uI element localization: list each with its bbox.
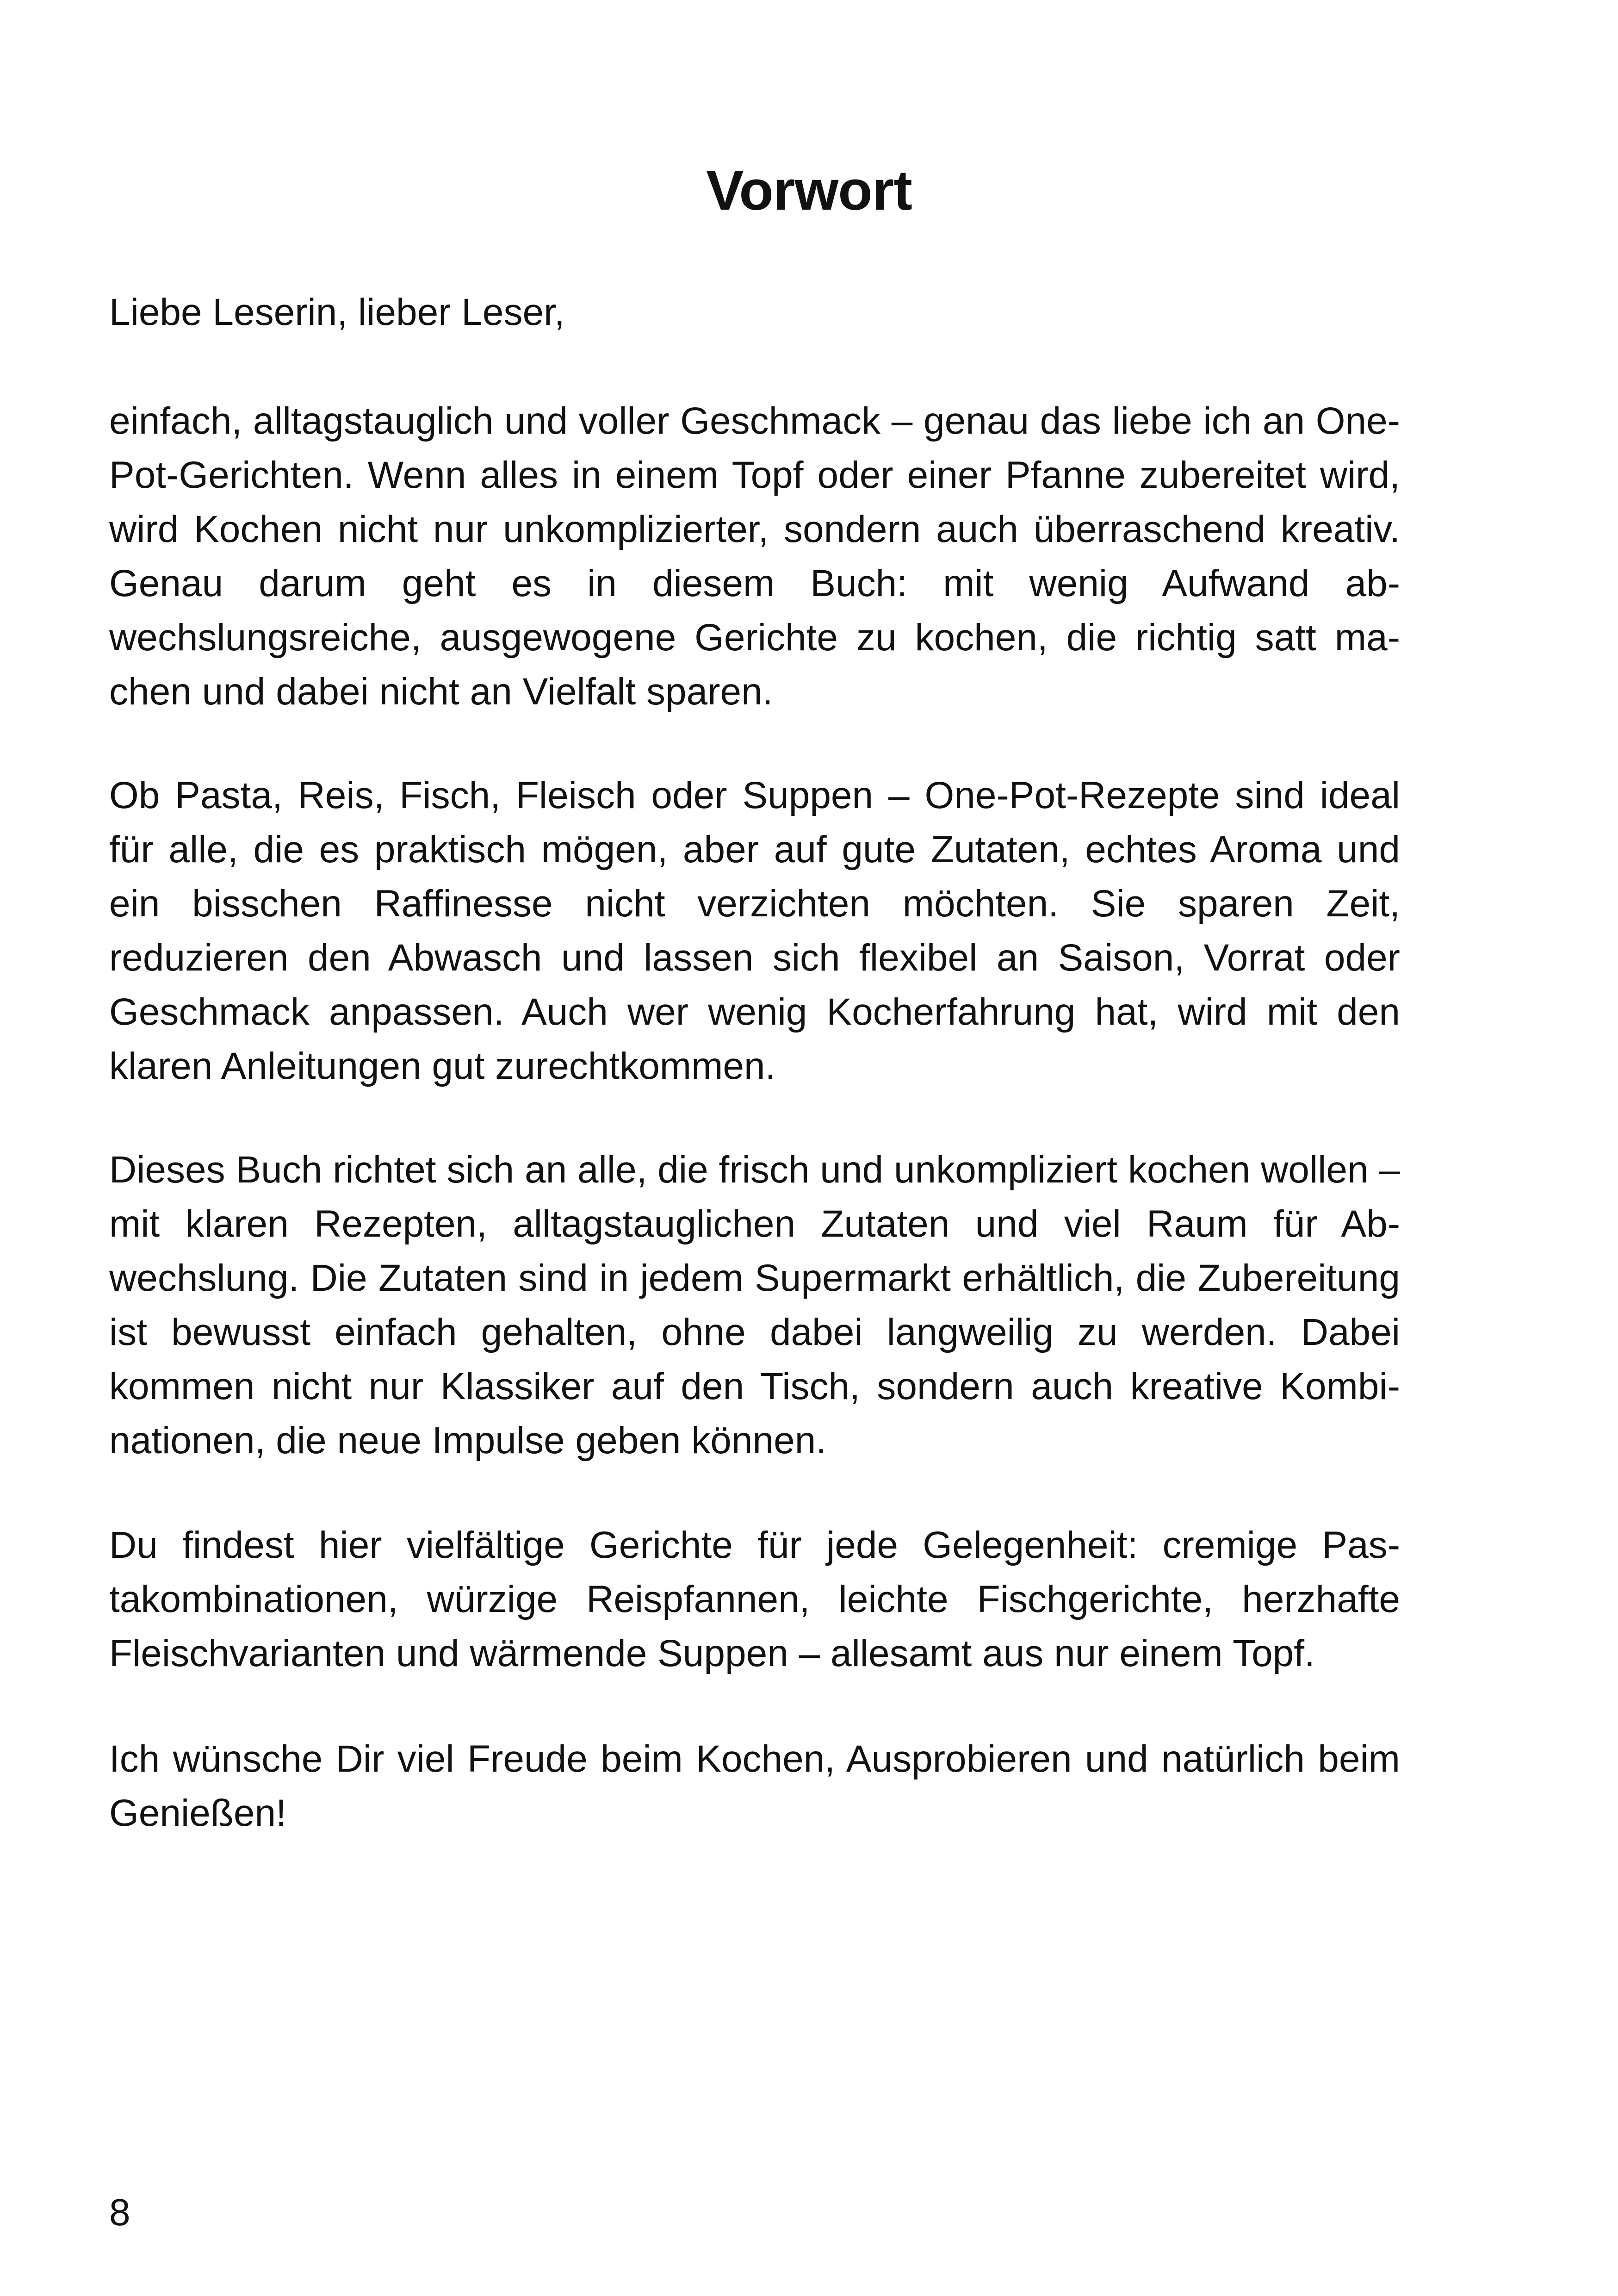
paragraph-intro: einfach, alltagstauglich und voller Geschmack – genau das liebe ich an One-Pot-Gerichten. Wenn alles in einem Topf oder einer Pfanne zubereitet wird, wird Kochen nicht nur unkomplizierter, sondern auch überraschend kreativ. Genau darum geht es in diesem Buch: mit wenig Aufwand abwechslungsreiche, ausgewogene Gerichte zu kochen, die richtig satt machen und dabei nicht an Vielfalt sparen. xyxy=(109,400,1400,713)
paragraph-audience: Dieses Buch richtet sich an alle, die frisch und unkompliziert kochen wollen – mit klaren Rezepten, alltagstauglichen Zutaten und viel Raum für Abwechslung. Die Zutaten sind in jedem Supermarkt erhältlich, die Zubereitung ist bewusst einfach gehalten, ohne dabei langweilig zu werden. Dabei kommen nicht nur Klassiker auf den Tisch, sondern auch kreative Kombinationen, die neue Impulse geben können. xyxy=(109,1149,1400,1462)
page-number: 8 xyxy=(109,2191,130,2234)
salutation: Liebe Leserin, lieber Leser, xyxy=(109,291,565,333)
paragraph-benefits: Ob Pasta, Reis, Fisch, Fleisch oder Suppen – One-Pot-Rezepte sind ideal für alle, die es praktisch mögen, aber auf gute Zutaten, echtes Aroma und ein bisschen Raffinesse nicht verzichten möchten. Sie sparen Zeit, reduzieren den Abwasch und lassen sich flexibel an Saison, Vorrat oder Geschmack anpassen. Auch wer wenig Kocherfahrung hat, wird mit den klaren Anleitungen gut zurechtkommen. xyxy=(109,774,1400,1087)
paragraph-closing: Ich wünsche Dir viel Freude beim Kochen, Ausprobieren und natürlich beim Genießen! xyxy=(109,1738,1400,1834)
page-title: Vorwort xyxy=(706,159,912,222)
paragraph-recipes: Du findest hier vielfältige Gerichte für jede Gelegenheit: cremige Pastakombinationen, würzige Reispfannen, leichte Fischgerichte, herzhafte Fleischvarianten und wärmende Suppen – allesamt aus nur einem Topf. xyxy=(109,1524,1400,1674)
